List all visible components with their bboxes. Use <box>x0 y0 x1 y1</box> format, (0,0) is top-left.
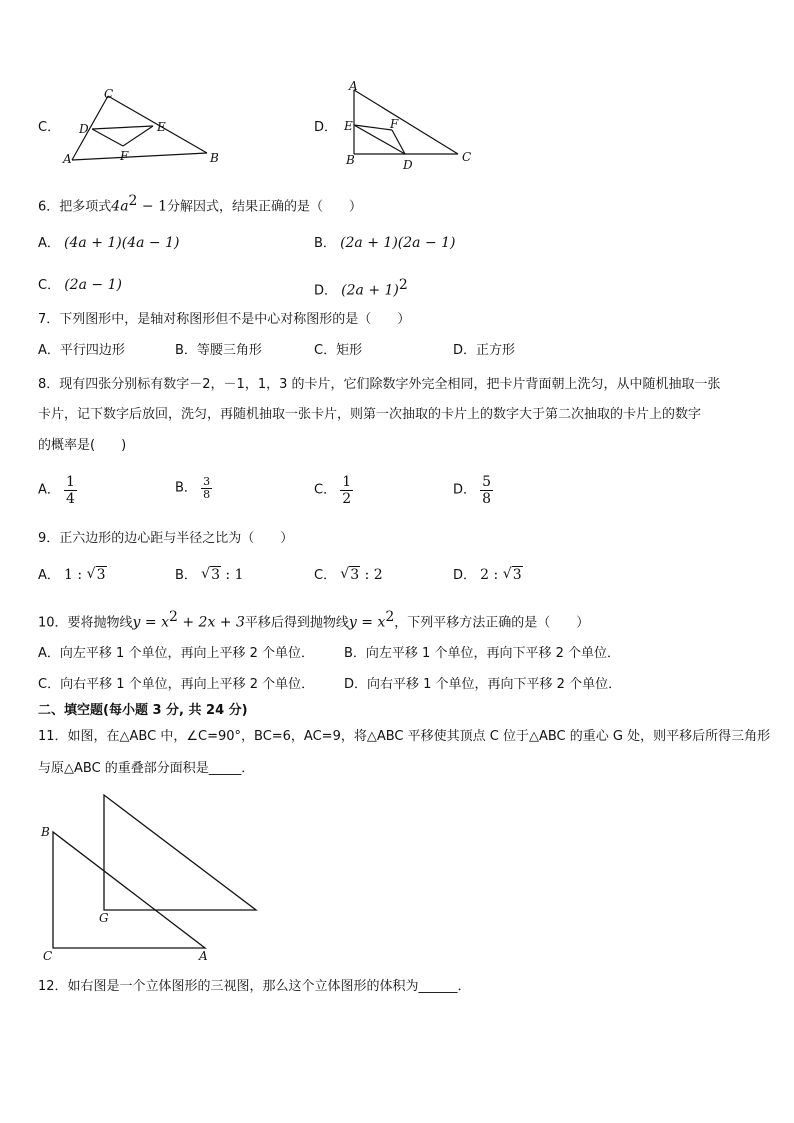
question-9-option-b: B． √ 3 : 1 <box>175 566 244 585</box>
question-8-option-d: D． $\frac{5}{8}$ <box>453 474 492 507</box>
question-9-option-a: A． 1 : √ 3 <box>38 566 107 585</box>
point-d-label: D <box>79 122 89 136</box>
question-11-line-1: 11．如图，在△ABC 中，∠C=90°，BC=6，AC=9，将△ABC 平移使其顶点 C 位于△ABC 的重心 G 处，则平移后所得三角形 <box>38 729 771 744</box>
question-10-option-c: C．向右平移 1 个单位，再向上平移 2 个单位． <box>38 677 315 692</box>
question-8-option-b: B． $\frac{3}{8}$ <box>175 475 211 501</box>
question-8-line-3: 的概率是( ) <box>38 438 127 453</box>
question-9-option-d: D． 2 : √ 3 <box>453 566 523 585</box>
triangle-figure-c <box>55 82 230 172</box>
point-b-label: B <box>346 153 355 167</box>
question-9-stem: 9．正六边形的边心距与半径之比为（ ） <box>38 531 294 546</box>
translated-triangle <box>104 795 256 910</box>
original-triangle-abc <box>53 832 205 948</box>
segment-ef <box>354 125 392 130</box>
question-8-option-a: A． $\frac{1}{4}$ <box>38 474 75 507</box>
point-d-label: D <box>403 158 413 172</box>
question-6-stem: 6．把多项式$4a^2 - 1$分解因式，结果正确的是（ ） <box>38 193 363 215</box>
point-f-label: F <box>120 149 129 163</box>
triangle-figure-d <box>340 80 480 175</box>
question-12-stem: 12．如右图是一个立体图形的三视图，那么这个立体图形的体积为______． <box>38 979 471 994</box>
point-a-label: A <box>63 152 72 166</box>
question-7-option-c: C．矩形 <box>314 343 363 358</box>
fraction: $\frac{1}{4}$ <box>66 474 75 507</box>
fraction: $\frac{5}{8}$ <box>482 474 492 507</box>
question-6-option-d: D． $(2a + 1)^2$ <box>314 277 408 299</box>
question-11-line-2: 与原△ABC 的重叠部分面积是_____． <box>38 761 255 776</box>
fraction: $\frac{3}{8}$ <box>203 475 211 501</box>
point-g-label: G <box>99 911 109 925</box>
question-6-option-c: C． (2a − 1) <box>38 277 122 293</box>
translated-triangles-figure <box>38 790 268 965</box>
question-9-option-c: C． √ 3 : 2 <box>314 566 383 585</box>
question-6-option-a: A． (4a + 1)(4a − 1) <box>38 235 180 251</box>
option-d-label: D． <box>314 120 338 135</box>
fraction: $\frac{1}{2}$ <box>342 474 352 507</box>
segment-ac <box>354 90 458 154</box>
question-7-stem: 7．下列图形中，是轴对称图形但不是中心对称图形的是（ ） <box>38 312 411 327</box>
point-f-label: F <box>390 117 399 131</box>
point-c-label: C <box>462 150 472 164</box>
segment-de <box>92 126 153 129</box>
question-8-line-2: 卡片，记下数字后放回，洗匀，再随机抽取一张卡片，则第一次抽取的卡片上的数字大于第二次抽取的卡片上的数字 <box>38 407 702 422</box>
section-2-title: 二、填空题(每小题 3 分, 共 24 分) <box>38 703 248 718</box>
question-8-option-c: C． $\frac{1}{2}$ <box>314 474 352 507</box>
point-a-label: A <box>199 949 208 963</box>
question-10-option-b: B．向左平移 1 个单位，再向下平移 2 个单位． <box>344 646 620 661</box>
question-10-option-d: D．向右平移 1 个单位，再向下平移 2 个单位． <box>344 677 622 692</box>
question-6-option-b: B． (2a + 1)(2a − 1) <box>314 235 456 251</box>
question-7-option-a: A．平行四边形 <box>38 343 125 358</box>
point-e-label: E <box>157 120 166 134</box>
point-b-label: B <box>41 825 50 839</box>
point-a-label: A <box>349 80 358 93</box>
question-10-stem: 10．要将抛物线$y = x^2 + 2x + 3$平移后得到抛物线$y = x^2$，下列平移方法正确的是（ ） <box>38 609 590 631</box>
point-c-label: C <box>104 87 114 101</box>
segment-ab <box>72 153 207 160</box>
option-c-label: C． <box>38 120 61 135</box>
question-10-option-a: A．向左平移 1 个单位，再向上平移 2 个单位． <box>38 646 314 661</box>
point-c-label: C <box>43 949 53 963</box>
point-b-label: B <box>210 151 219 165</box>
segment-ef <box>123 126 153 146</box>
segment-df <box>92 129 123 146</box>
question-7-option-d: D．正方形 <box>453 343 516 358</box>
point-e-label: E <box>344 119 353 133</box>
question-7-option-b: B．等腰三角形 <box>175 343 262 358</box>
question-8-line-1: 8．现有四张分别标有数字－2，－1，1，3 的卡片，它们除数字外完全相同，把卡片背面朝上洗匀，从中随机抽取一张 <box>38 377 721 392</box>
